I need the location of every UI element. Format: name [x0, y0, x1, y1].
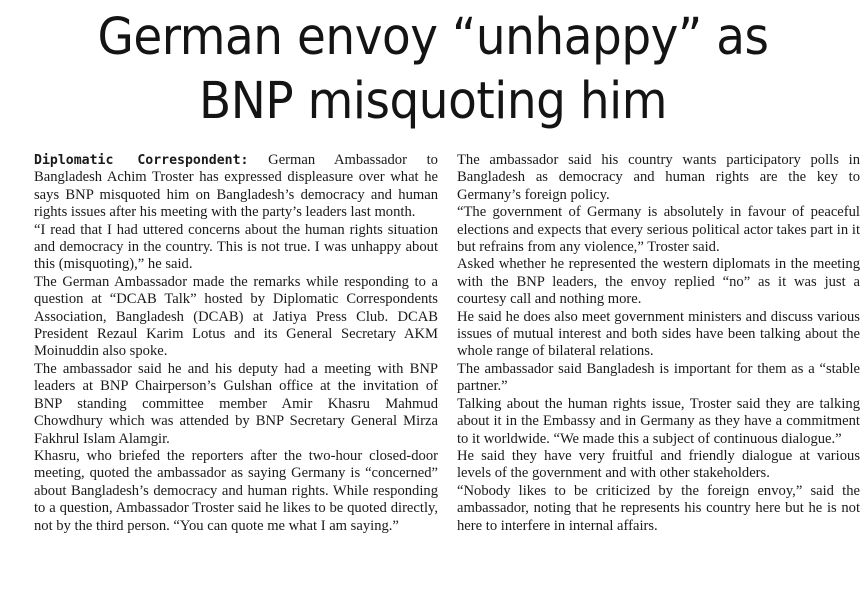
headline [35, 6, 832, 134]
paragraph: “The government of Germany is absolutely in favour of peaceful elections and expects that every serious political actor takes part in it but refrains from any violence,” Troster said. [457, 204, 860, 256]
paragraph: The ambassador said his country wants participatory polls in Bangladesh as democracy and human rights are the key to Germany’s foreign policy. [457, 152, 860, 203]
paragraph: “I read that I had uttered concerns about the human rights situation and democracy in the country. This is not true. I was unhappy about this (misquoting),” he said. [34, 221, 438, 273]
paragraph: He said they have very fruitful and friendly dialogue at various levels of the government and with other stakeholders. [457, 447, 860, 482]
paragraph: Asked whether he represented the western diplomats in the meeting with the BNP leaders, the envoy replied “no” as it was just a courtesy call and nothing more. [457, 256, 860, 308]
article-column-left [34, 152, 438, 535]
headline-line-1: German envoy “unhappy” as [97, 8, 769, 67]
paragraph-text: German Ambassador to Bangladesh Achim Troster has expressed displeasure over what he says BNP misquoted him on Bangladesh’s democracy and human rights issues after his meeting with the party’s leaders last month. [34, 152, 438, 221]
paragraph: The ambassador said Bangladesh is important for them as a “stable partner.” [457, 360, 860, 395]
byline: Diplomatic Correspondent: [34, 153, 249, 168]
article-column-right [457, 152, 860, 535]
paragraph [34, 152, 438, 222]
paragraph: He said he does also meet government ministers and discuss various issues of mutual interest and both sides have been talking about the whole range of bilateral relations. [457, 308, 860, 360]
headline-line-2: BNP misquoting him [199, 72, 667, 131]
paragraph: Khasru, who briefed the reporters after the two-hour closed-door meeting, quoted the ambassador as saying Germany is “concerned” about Bangladesh’s democracy and human rights. While responding to a question, Ambassador Troster said he likes to be quoted directly, not by the third person. “You can quote me what I am saying.” [34, 447, 438, 534]
paragraph: “Nobody likes to be criticized by the foreign envoy,” said the ambassador, noting that he represents his country here but he is not here to interfere in internal affairs. [457, 482, 860, 534]
paragraph: The German Ambassador made the remarks while responding to a question at “DCAB Talk” hosted by Diplomatic Correspondents Association, Bangladesh (DCAB) at Jatiya Press Club. DCAB President Rezaul Karim Lotus and its General Secretary AKM Moinuddin also spoke. [34, 273, 438, 360]
paragraph: Talking about the human rights issue, Troster said they are talking about it in the Embassy and in Germany as they have a commitment to it worldwide. “We made this a subject of continuous dialogue.” [457, 395, 860, 447]
paragraph: The ambassador said he and his deputy had a meeting with BNP leaders at BNP Chairperson’s Gulshan office at the invitation of BNP standing committee member Amir Khasru Mahmud Chowdhury which was attended by BNP Secretary General Mirza Fakhrul Islam Alamgir. [34, 360, 438, 447]
